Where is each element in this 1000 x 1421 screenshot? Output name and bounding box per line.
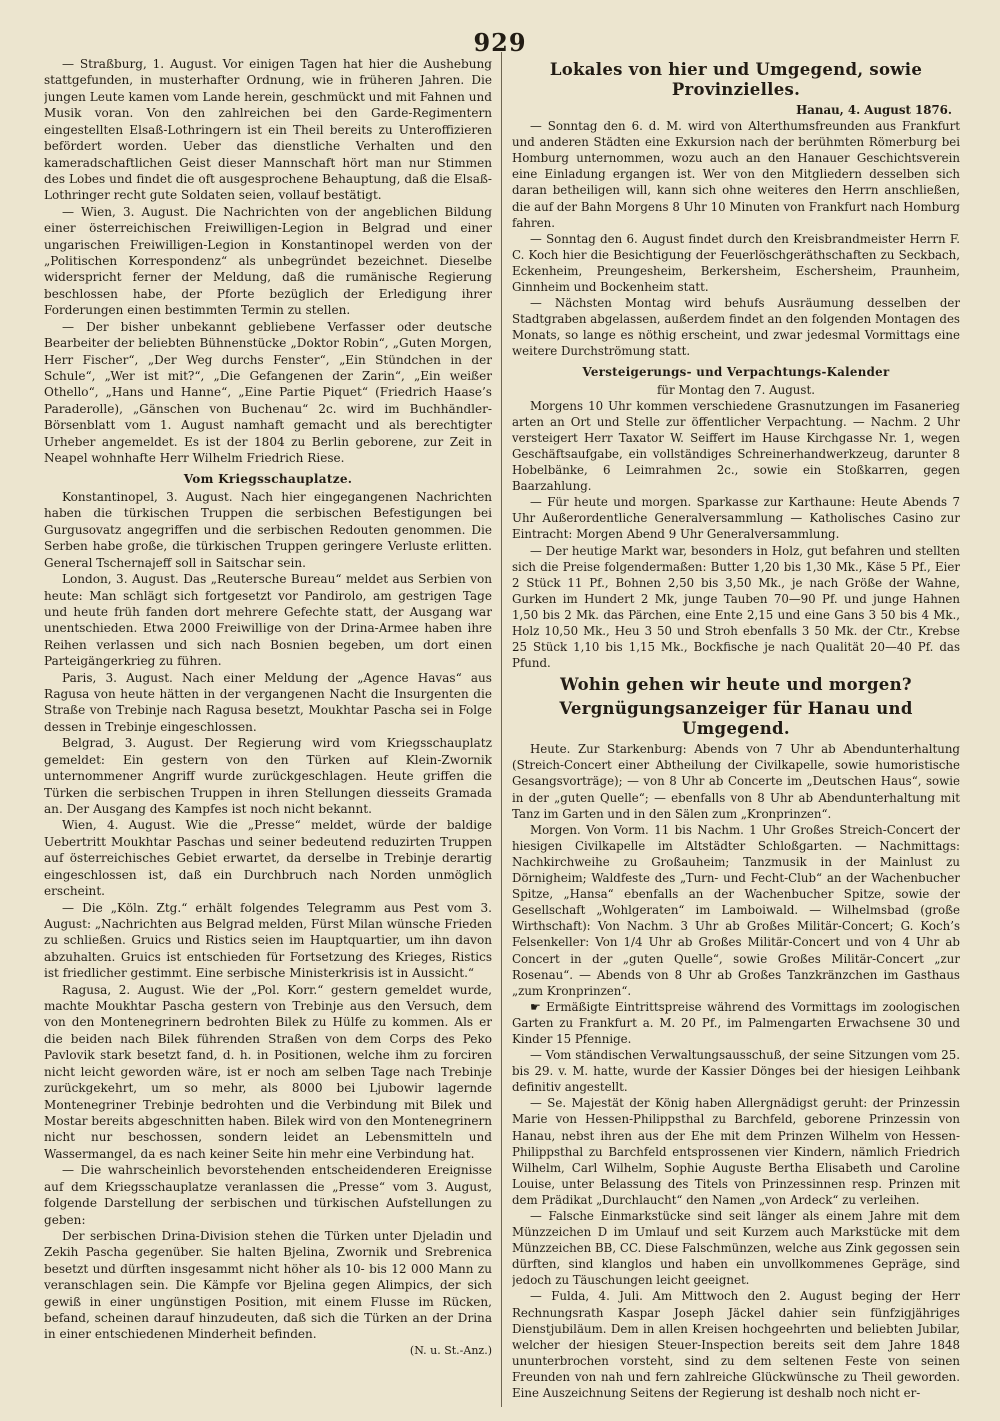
column-divider — [501, 52, 502, 1407]
paragraph: — Vom ständischen Verwaltungsausschuß, der seine Sitzungen vom 25. bis 29. v. M. hatte, wurde der Kassier Dönges bei der hiesigen Leihbank definitiv angestellt. — [512, 1048, 960, 1095]
paragraph: Wien, 4. August. Wie die „Presse“ meldet, würde der baldige Uebertritt Moukhtar Paschas und seiner bedeutend reduzirten Truppen auf österreichisches Gebiet erwartet, da derselbe in Trebinje derartig eingeschlossen ist, daß ein Durchbruch nach Norden unmöglich erscheint. — [44, 818, 492, 899]
paragraph: — Nächsten Montag wird behufs Ausräumung desselben der Stadtgraben abgelassen, außerdem findet an den folgenden Montagen des Monats, so lange es nöthig erscheint, und zwar jedesmal Vormittags eine weitere Durchströmung statt. — [512, 296, 960, 359]
paragraph: — Fulda, 4. Juli. Am Mittwoch den 2. August beging der Herr Rechnungsrath Kaspar Joseph Jäckel dahier sein fünfzigjähriges Dienstjubiläum. Dem in allen Kreisen hochgeehrten und beliebten Jubilar, welcher der hiesigen Steuer-Inspection bereits seit dem Jahre 1848 ununterbrochen vorsteht, sind zu dem seltenen Feste von seinen Freunden von nah und fern zahlreiche Glückwünsche zu Theil geworden. Eine Auszeichnung Seitens der Regierung ist deshalb noch nicht er- — [512, 1289, 960, 1401]
page-number: 929 — [473, 28, 527, 57]
paragraph: — Straßburg, 1. August. Vor einigen Tagen hat hier die Aushebung stattgefunden, in musterhafter Ordnung, wie in früheren Jahren. Die jungen Leute kamen vom Lande herein, geschmückt und mit Fahnen und Musik voran. Von den zahlreichen bei den Garde-Regimentern eingestellten Elsaß-Lothringern ist ein Theil bereits zu Unteroffizieren befördert worden. Ueber das dienstliche Verhalten und den kameradschaftlichen Geist dieser Mannschaft hört man nur Stimmen des Lobes und findet die oft ausgesprochene Behauptung, daß die Elsaß-Lothringer recht gute Soldaten seien, vollauf bestätigt. — [44, 57, 492, 203]
section-heading: Vom Kriegsschauplatze. — [183, 471, 353, 486]
paragraph: Heute. Zur Starkenburg: Abends von 7 Uhr ab Abendunterhaltung (Streich-Concert einer Abtheilung der Civilkapelle, sowie humoristische Gesangsvorträge); — von 8 Uhr ab Concerte im „Deutschen Haus“, sowie in der „guten Quelle“; — ebenfalls von 8 Uhr ab Abendunterhaltung mit Tanz im Garten und in den Sälen zum „Kronprinzen“. — [512, 742, 960, 821]
paragraph: — Der bisher unbekannt gebliebene Verfasser oder deutsche Bearbeiter der beliebten Bühnenstücke „Doktor Robin“, „Guten Morgen, Herr Fischer“, „Der Weg durchs Fenster“, „Ein Stündchen in der Schule“, „Wer ist mit?“, „Die Gefangenen der Zarin“, „Ein weißer Othello“, „Hans und Hanne“, „Eine Partie Piquet“ (Friedrich Haase’s Paraderolle), „Gänschen von Buchenau“ 2c. wird im Buchhändler-Börsenblatt vom 1. August namhaft gemacht und als berechtigter Urheber angemeldet. Es ist der 1804 zu Berlin geborene, zur Zeit in Neapel wohnhafte Herr Wilhelm Friedrich Riese. — [44, 319, 492, 466]
source-citation: (N. u. St.-Anz.) — [409, 1343, 492, 1357]
dateline: Hanau, 4. August 1876. — [796, 103, 952, 117]
paragraph: — Se. Majestät der König haben Allergnädigst geruht: der Prinzessin Marie von Hessen-Philippsthal zu Barchfeld, geborene Prinzessin von Hanau, nebst ihren aus der Ehe mit dem Prinzen Wilhelm von Hessen-Philippsthal zu Barchfeld entsprossenen vier Kindern, nämlich Friedrich Wilhelm, Carl Wilhelm, Sophie Auguste Bertha Elisabeth und Caroline Louise, unter Belassung des Titels von Prinzessinnen resp. Prinzen mit dem Prädikat „Durchlaucht“ den Namen „von Ardeck“ zu verleihen. — [512, 1096, 960, 1207]
paragraph: — Wien, 3. August. Die Nachrichten von der angeblichen Bildung einer österreichischen Freiwilligen-Legion in Belgrad und einer ungarischen Freiwilligen-Legion in Konstantinopel werden von der „Politischen Korrespondenz“ als unbegründet bezeichnet. Dieselbe widerspricht ferner der Meldung, daß die rumänische Regierung beschlossen habe, der Pforte bezüglich der Erledigung ihrer Forderungen einen bestimmten Termin zu stellen. — [44, 204, 492, 318]
paragraph: — Für heute und morgen. Sparkasse zur Karthaune: Heute Abends 7 Uhr Außerordentliche Generalversammlung — Katholisches Casino zur Eintracht: Morgen Abend 9 Uhr Generalversammlung. — [512, 495, 960, 542]
section-heading: Versteigerungs- und Verpachtungs-Kalender — [582, 364, 890, 379]
paragraph: ☛ Ermäßigte Eintrittspreise während des Vormittags im zoologischen Garten zu Frankfurt a. M. 20 Pf., im Palmengarten Erwachsene 30 und Kinder 15 Pfennige. — [512, 999, 960, 1046]
paragraph: — Sonntag den 6. August findet durch den Kreisbrandmeister Herrn F. C. Koch hier die Besichtigung der Feuerlöschgeräthschaften zu Seckbach, Eckenheim, Preungesheim, Berkersheim, Eschersheim, Praunheim, Ginnheim und Bockenheim statt. — [512, 231, 960, 295]
section-heading: Wohin gehen wir heute und morgen? — [560, 675, 912, 695]
section-heading: Lokales von hier und Umgegend, sowie Provinzielles. — [549, 60, 923, 99]
paragraph: Morgens 10 Uhr kommen verschiedene Grasnutzungen im Fasanerieg arten an Ort und Stelle zur öffentlicher Verpachtung. — Nachm. 2 Uhr versteigert Herr Taxator W. Seiffert im Hause Kirchgasse Nr. 1, wegen Geschäftsaufgabe, ein vollständiges Schreinerhandwerkzeug, darunter 8 Hobelbänke, 6 Leimrahmen 2c., sowie ein Stoßkarren, gegen Baarzahlung. — [512, 398, 960, 494]
paragraph: Der serbischen Drina-Division stehen die Türken unter Djeladin und Zekih Pascha gegenüber. Sie halten Bjelina, Zwornik und Srebrenica besetzt und dürften insgesammt nicht höher als 10- bis 12 000 Mann zu veranschlagen sein. Die Kämpfe vor Bjelina gegen Alimpics, der sich gewiß in einer ungünstigen Position, mit einem Flusse im Rücken, befand, scheinen darauf hinzudeuten, daß sich die Türken an der Drina in einer entschiedenen Minderheit befinden. — [44, 1228, 492, 1342]
right-column — [512, 56, 960, 1403]
paragraph: London, 3. August. Das „Reutersche Bureau“ meldet aus Serbien von heute: Man schlägt sich fortgesetzt vor Pandirolo, am gestrigen Tage und heute früh fanden dort mehrere Gefechte statt, der Ausgang war unentschieden. Etwa 2000 Freiwillige von der Drina-Armee haben ihre Reihen verlassen und sich nach Bosnien begeben, um dort einen Parteigängerkrieg zu führen. — [44, 572, 492, 669]
left-column — [44, 56, 492, 1403]
paragraph: — Der heutige Markt war, besonders in Holz, gut befahren und stellten sich die Preise folgendermaßen: Butter 1,20 bis 1,30 Mk., Käse 5 Pf., Eier 2 Stück 11 Pf., Bohnen 2,50 bis 3,50 Mk., je nach Größe der Wahne, Gurken im Hundert 2 Mk, junge Tauben 70—90 Pf. und junge Hahnen 1,50 bis 2 Mk. das Pärchen, eine Ente 2,15 und eine Gans 3 50 bis 4 Mk., Holz 10,50 Mk., Heu 3 50 und Stroh ebenfalls 3 50 Mk. der Ctr., Krebse 25 Stück 1,10 bis 1,15 Mk., Bockfische je nach Qualität 20—40 Pf. das Pfund. — [512, 543, 960, 671]
section-heading: Vergnügungsanzeiger für Hanau und Umgegend. — [559, 699, 913, 739]
paragraph: — Die „Köln. Ztg.“ erhält folgendes Telegramm aus Pest vom 3. August: „Nachrichten aus Belgrad melden, Fürst Milan wünsche Frieden zu schließen. Gruics und Ristics seien im Hauptquartier, um ihn davon abzuhalten. Gruics ist entschieden für Fortsetzung des Krieges, Ristics ist friedlicher gestimmt. Eine serbische Ministerkrisis ist in Aussicht.“ — [44, 900, 492, 981]
paragraph: — Sonntag den 6. d. M. wird von Alterthumsfreunden aus Frankfurt und anderen Städten eine Exkursion nach der berühmten Römerburg bei Homburg unternommen, wozu auch an den Hanauer Geschichtsverein eine Einladung ergangen ist. Wer von den Mitgliedern desselben sich daran betheiligen will, kann sich ohne weiteres den Herrn anschließen, die auf der Bahn Morgens 8 Uhr 10 Minuten von Frankfurt nach Homburg fahren. — [512, 119, 960, 230]
paragraph: Morgen. Von Vorm. 11 bis Nachm. 1 Uhr Großes Streich-Concert der hiesigen Civilkapelle im Altstädter Schloßgarten. — Nachmittags: Nachkirchweihe zu Großauheim; Tanzmusik in der Mainlust zu Dörnigheim; Waldfeste des „Turn- und Fecht-Club“ an der Wachenbucher Spitze, „Hansa“ ebenfalls an der Wachenbucher Spitze, sowie der Gesellschaft „Wohlgeraten“ im Lamboiwald. — Wilhelmsbad (große Wirthschaft): Von Nachm. 3 Uhr ab Großes Militär-Concert; G. Koch’s Felsenkeller: Von 1/4 Uhr ab Großes Militär-Concert und von 4 Uhr ab Concert in der „guten Quelle“, sowie Großes Militär-Concert „zur Rosenau“. — Abends von 8 Uhr ab Großes Tanzkränzchen im Gasthaus „zum Kronprinzen“. — [512, 822, 960, 998]
paragraph: Paris, 3. August. Nach einer Meldung der „Agence Havas“ aus Ragusa von heute hätten in der vergangenen Nacht die Insurgenten die Straße von Trebinje nach Ragusa besetzt, Moukhtar Pascha sei in Folge dessen in Trebinje eingeschlossen. — [44, 670, 492, 734]
calendar-date: für Montag den 7. August. — [657, 382, 815, 397]
paragraph: — Falsche Einmarkstücke sind seit länger als einem Jahre mit dem Münzzeichen D im Umlauf und seit Kurzem auch Markstücke mit dem Münzzeichen BB, CC. Diese Falschmünzen, welche aus Zink gegossen sein dürften, sind klanglos und haben ein unvollkommenes Gepräge, sind jedoch zu Täuschungen leicht geeignet. — [512, 1209, 960, 1288]
paragraph: Belgrad, 3. August. Der Regierung wird vom Kriegsschauplatz gemeldet: Ein gestern von den Türken auf Klein-Zwornik unternommener Angriff wurde zurückgeschlagen. Heute griffen die Türken die serbischen Truppen in ihren Stellungen diesseits Gramada an. Der Ausgang des Kampfes ist noch nicht bekannt. — [44, 736, 492, 816]
paragraph: — Die wahrscheinlich bevorstehenden entscheidenderen Ereignisse auf dem Kriegsschauplatze veranlassen die „Presse“ vom 3. August, folgende Darstellung der serbischen und türkischen Aufstellungen zu geben: — [44, 1163, 492, 1227]
paragraph: Konstantinopel, 3. August. Nach hier eingegangenen Nachrichten haben die türkischen Truppen die serbischen Befestigungen bei Gurgusovatz angegriffen und die serbischen Redouten genommen. Die Serben habe große, die türkischen Truppen geringere Verluste erlitten. General Tschernajeff soll in Saitschar sein. — [44, 489, 492, 570]
paragraph: Ragusa, 2. August. Wie der „Pol. Korr.“ gestern gemeldet wurde, machte Moukhtar Pascha gestern von Trebinje aus den Versuch, dem von den Montenegrinern bedrohten Bilek zu Hülfe zu kommen. Als er die beiden nach Bilek führenden Straßen von dem Corps des Peko Pavlovik stark besetzt fand, d. h. in Positionen, welche ihm zu forciren nicht leicht geworden wäre, ist er noch am selben Tage nach Trebinje zurückgekehrt, um so mehr, als 8000 bei Ljubowir lagernde Montenegriner Trebinje bedrohten und die Verbindung mit Bilek und Mostar bereits abgeschnitten haben. Bilek wird von den Montenegrinern nicht nur beschossen, sondern leidet an Lebensmitteln und Wassermangel, da es nach keiner Seite hin mehr eine Verbindung hat. — [44, 982, 492, 1161]
